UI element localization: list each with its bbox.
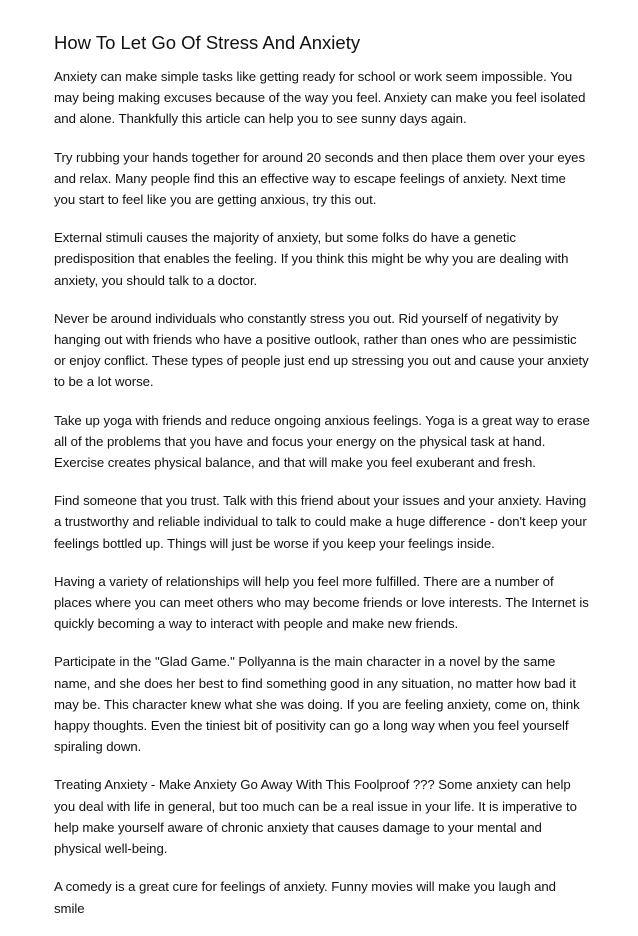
paragraph: Find someone that you trust. Talk with this friend about your issues and your anxiety. Having a trustworthy and reliable individual to talk to could make a huge difference - don't keep your feelings bottled up. Things will just be worse if you keep your feelings inside.: [54, 493, 587, 551]
paragraph: External stimuli causes the majority of anxiety, but some folks do have a genetic predisposition that enables the feeling. If you think this might be why you are dealing with anxiety, you should talk to a doctor.: [54, 230, 569, 288]
paragraph: A comedy is a great cure for feelings of anxiety. Funny movies will make you laugh and smile: [54, 879, 556, 916]
document-body: [54, 66, 590, 936]
paragraph: Having a variety of relationships will help you feel more fulfilled. There are a number of places where you can meet others who may become friends or love interests. The Internet is quickly becoming a way to interact with people and make new friends.: [54, 573, 589, 632]
paragraph: Anxiety can make simple tasks like getting ready for school or work seem impossible. You may being making excuses because of the way you feel. Anxiety can make you feel isolated and alone. Thankfully this article can help you to see sunny days again.: [54, 69, 586, 127]
document-title: How To Let Go Of Stress And Anxiety: [54, 32, 361, 53]
paragraph: Take up yoga with friends and reduce ongoing anxious feelings. Yoga is a great way to erase all of the problems that you have and focus your energy on the physical task at hand. Exercise creates physical balance, and that will make you feel exuberant and fresh.: [54, 412, 590, 471]
paragraph: Participate in the "Glad Game." Pollyanna is the main character in a novel by the same name, and she does her best to find something good in any situation, no matter how bad it may be. This character knew what she was doing. If you are feeling anxiety, come on, think happy thoughts. Even the tiniest bit of positivity can go a long way when you feel yourself spiraling down.: [54, 654, 580, 755]
paragraph: Try rubbing your hands together for around 20 seconds and then place them over your eyes and relax. Many people find this an effective way to escape feelings of anxiety. Next time you start to feel like you are getting anxious, try this out.: [54, 149, 585, 208]
paragraph: Treating Anxiety - Make Anxiety Go Away With This Foolproof ??? Some anxiety can help you deal with life in general, but too much can be a real issue in your life. It is imperative to help make yourself aware of chronic anxiety that causes damage to your mental and physical well-being.: [54, 777, 577, 857]
paragraph: Never be around individuals who constantly stress you out. Rid yourself of negativity by hanging out with friends who have a positive outlook, rather than ones who are pessimistic or enjoy conflict. These types of people just end up stressing you out and cause your anxiety to be a lot worse.: [54, 310, 589, 390]
